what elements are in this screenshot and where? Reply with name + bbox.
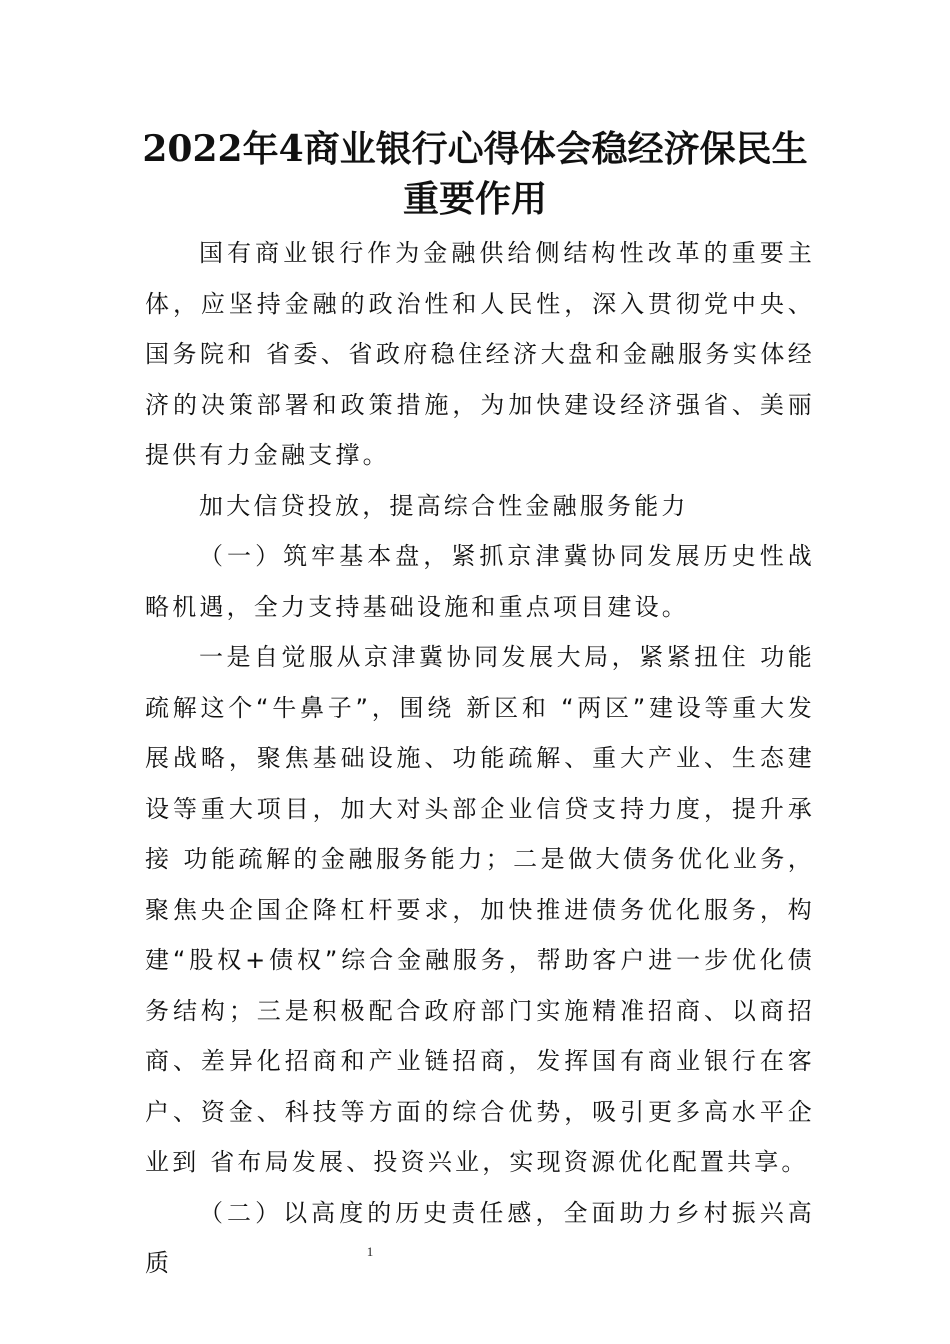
paragraph-measures: 一是自觉服从京津冀协同发展大局，紧紧扭住 功能疏解这个“牛鼻子”，围绕 新区和 “两区”建设等重大发展战略，聚焦基础设施、功能疏解、重大产业、生态建设等重大项目，加大对头部企业信贷支持力度，提升承接 功能疏解的金融服务能力；二是做大债务优化业务，聚焦央企国企降杠杆要求，加快推进债务优化服务，构建“股权+债权”综合金融服务，帮助客户进一步优化债务结构；三是积极配合政府部门实施精准招商、以商招商、差异化招商和产业链招商，发挥国有商业银行在客户、资金、科技等方面的综合优势，吸引更多高水平企业到 省布局发展、投资兴业，实现资源优化配置共享。 (145, 643, 815, 1176)
document-title-line-1: 2022年4商业银行心得体会稳经济保民生 (142, 128, 808, 170)
paragraph-intro: 国有商业银行作为金融供给侧结构性改革的重要主体，应坚持金融的政治性和人民性，深入贯彻党中央、国务院和 省委、省政府稳住经济大盘和金融服务实体经济的决策部署和政策措施，为加快建设经济强省、美丽 提供有力金融支撑。 (145, 239, 815, 469)
subsection-heading-1: （一）筑牢基本盘，紧抓京津冀协同发展历史性战略机遇，全力支持基础设施和重点项目建设。 (145, 542, 815, 621)
page-number: 1 (366, 1244, 374, 1259)
section-heading: 加大信贷投放，提高综合性金融服务能力 (199, 491, 689, 520)
document-title-line-2: 重要作用 (402, 178, 547, 220)
subsection-heading-2: （二）以高度的历史责任感，全面助力乡村振兴高质 (145, 1198, 815, 1277)
document-body (145, 228, 815, 1289)
